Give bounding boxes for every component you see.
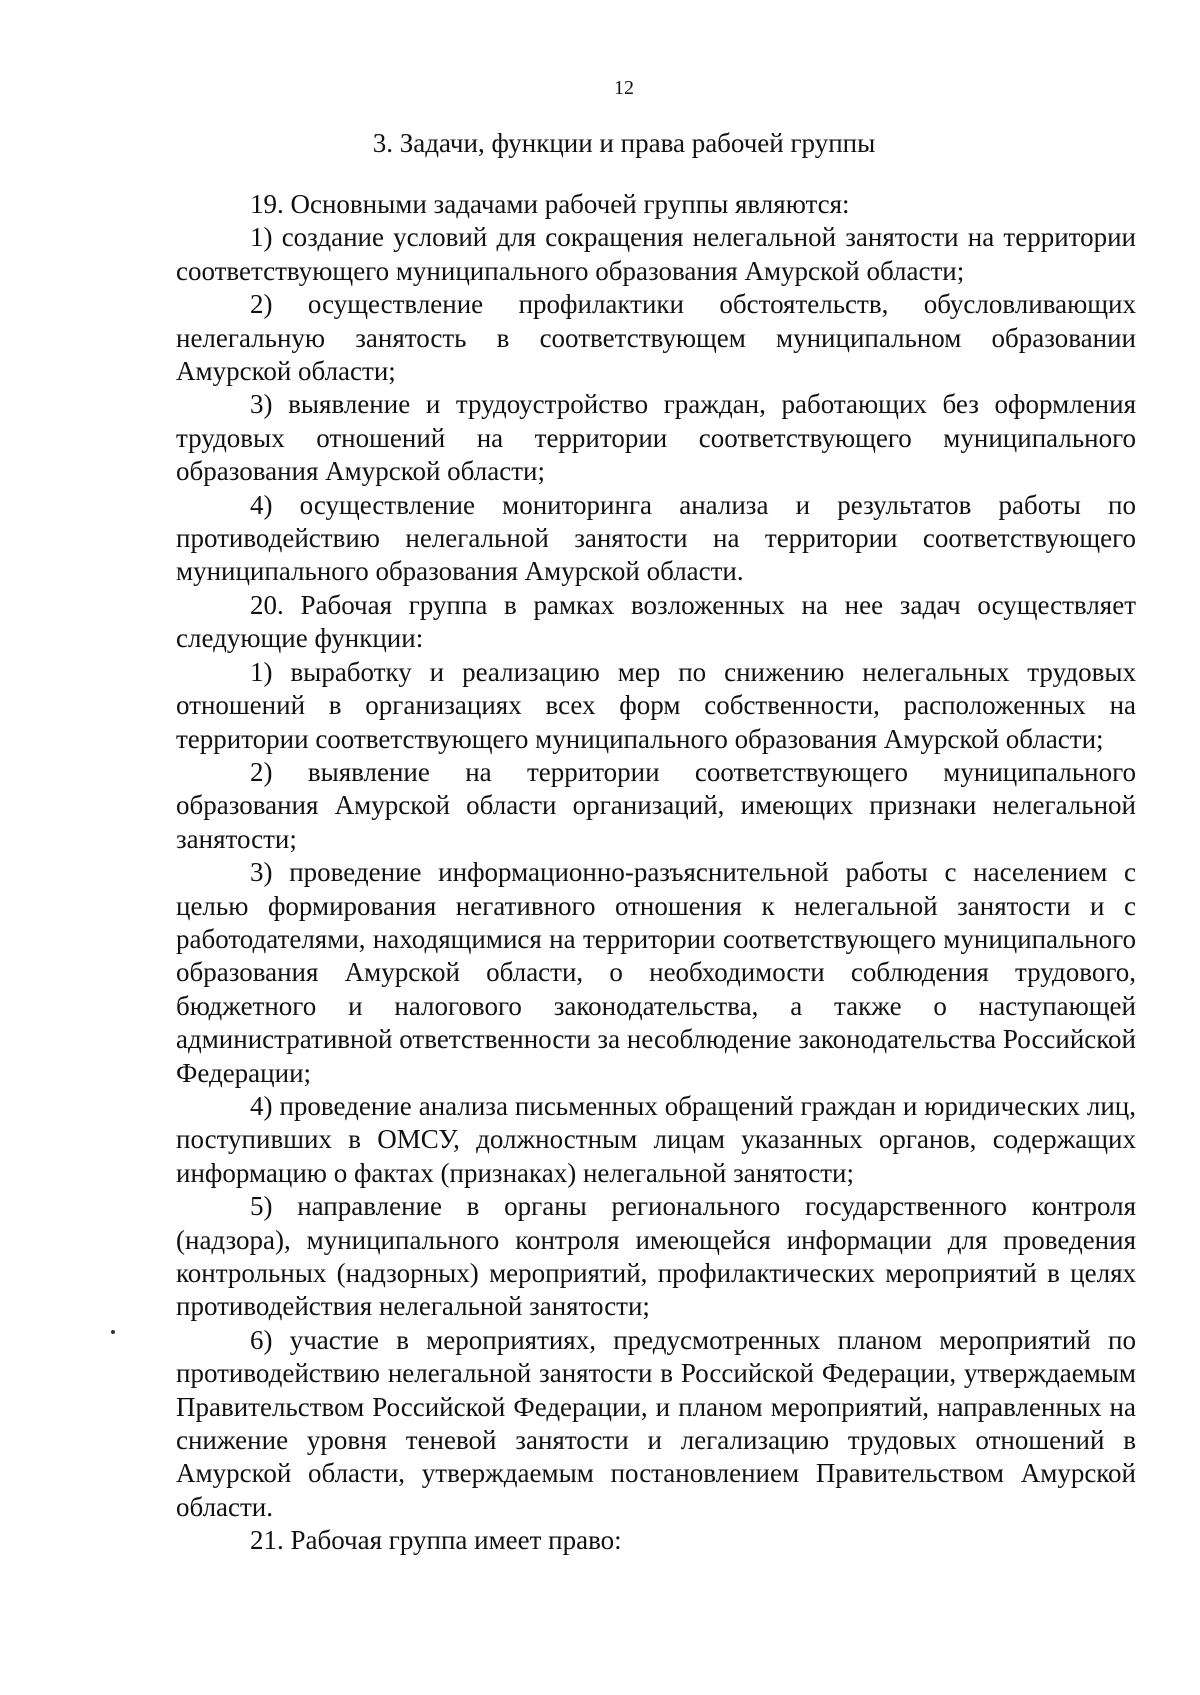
list-item: 6) участие в мероприятиях, предусмотренных планом мероприятий по противодействию нелегальной занятости в Российской Федерации, утверждаемым Правительством Российской Федерации, и планом мероприятий, направленных на снижение уровня теневой занятости и легализацию трудовых отношений в Амурской области, утверждаемым постановлением Правительством Амурской области. — [176, 1324, 1136, 1522]
section-title: 3. Задачи, функции и права рабочей группы — [372, 128, 876, 158]
list-item: 2) осуществление профилактики обстоятельств, обусловливающих нелегальную занятость в соответствующем муниципальном образовании Амурской области; — [176, 289, 1136, 387]
list-item: 4) осуществление мониторинга анализа и результатов работы по противодействию нелегальной занятости на территории соответствующего муниципального образования Амурской области. — [176, 489, 1136, 587]
list-item: 3) выявление и трудоустройство граждан, работающих без оформления трудовых отношений на территории соответствующего муниципального образования Амурской области; — [176, 389, 1136, 487]
list-item: 5) направление в органы регионального государственного контроля (надзора), муниципального контроля имеющейся информации для проведения контрольных (надзорных) мероприятий, профилактических мероприятий в целях противодействия нелегальной занятости; — [176, 1191, 1136, 1322]
paragraph-21: 21. Рабочая группа имеет право: — [250, 1525, 622, 1556]
page-number: 12 — [614, 77, 634, 99]
list-item: 2) выявление на территории соответствующего муниципального образования Амурской области организаций, имеющих признаки нелегальной занятости; — [176, 756, 1136, 854]
paragraph-20: 20. Рабочая группа в рамках возложенных на нее задач осуществляет следующие функции: — [176, 589, 1136, 654]
list-item: 1) создание условий для сокращения нелегальной занятости на территории соответствующего муниципального образования Амурской области; — [176, 222, 1136, 286]
list-item: 3) проведение информационно-разъяснительной работы с населением с целью формирования негативного отношения к нелегальной занятости и с работодателями, находящимися на территории соответствующего муниципального образования Амурской области, о необходимости соблюдения трудового, бюджетного и налогового законодательства, а также о наступающей административной ответственности за несоблюдение законодательства Российской Федерации; — [176, 857, 1136, 1088]
list-item: 4) проведение анализа письменных обращений граждан и юридических лиц, поступивших в ОМСУ, должностным лицам указанных органов, содержащих информацию о фактах (признаках) нелегальной занятости; — [176, 1090, 1136, 1188]
list-item: 1) выработку и реализацию мер по снижению нелегальных трудовых отношений в организациях всех форм собственности, расположенных на территории соответствующего муниципального образования Амурской области; — [176, 656, 1136, 754]
document-body — [176, 188, 1136, 1558]
paragraph-19: 19. Основными задачами рабочей группы являются: — [250, 189, 850, 219]
scan-speck — [111, 1330, 115, 1334]
